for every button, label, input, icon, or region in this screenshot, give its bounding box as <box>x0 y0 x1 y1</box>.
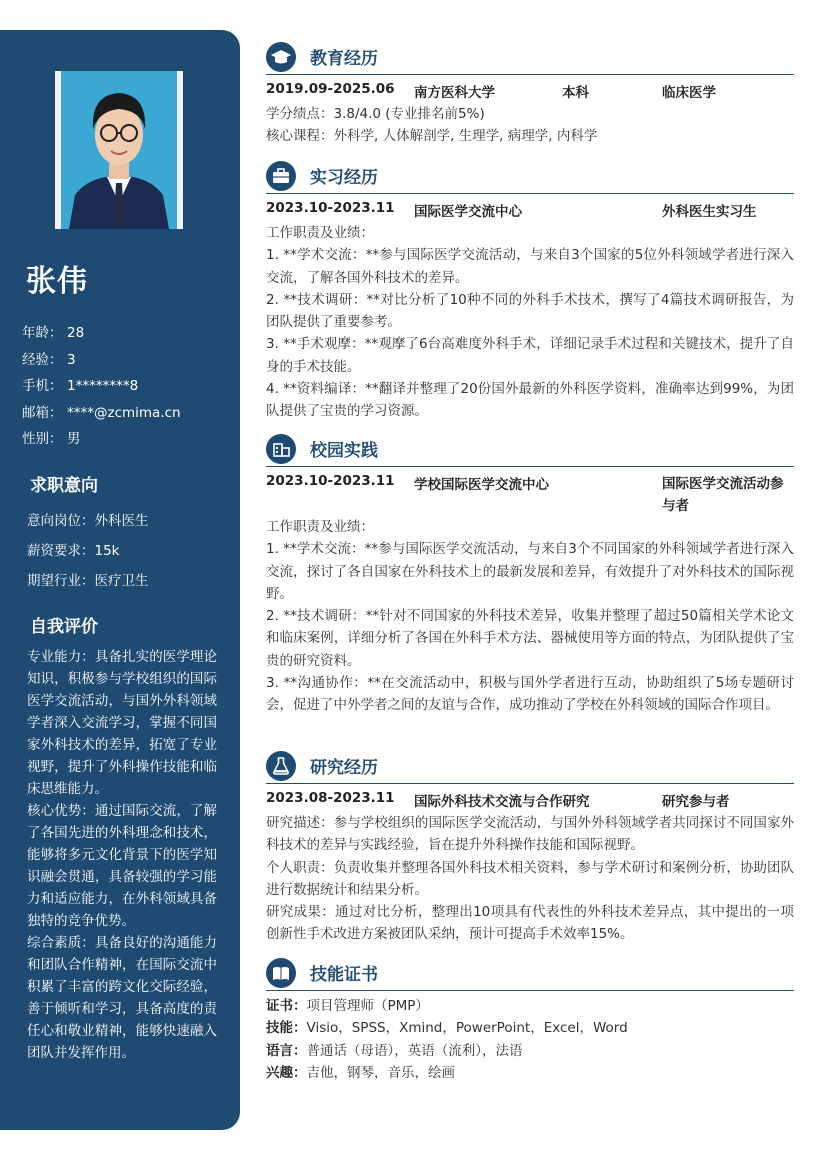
candidate-name: 张伟 <box>26 264 88 299</box>
courses-line: 核心课程：外科学, 人体解剖学, 生理学, 病理学, 内科学 <box>266 128 598 145</box>
skills-title: 技能证书 <box>310 965 378 985</box>
campus-title: 校园实践 <box>310 441 378 461</box>
self-eval-paragraph: 专业能力：具备扎实的医学理论知识，积极参与学校组织的国际医学交流活动，与国外外科领域学者深入交流学习，掌握不同国家外科技术的差异，拓宽了专业视野，提升了外科操作技能和临床思维能力。 <box>27 649 217 797</box>
briefcase-icon <box>266 161 296 191</box>
research-results: 研究成果：通过对比分析，整理出10项具有代表性的外科技术差异点，其中提出的一项创新性手术改进方案被团队采纳，预计可提高手术效率15%。 <box>266 904 794 943</box>
info-gender: 性别： 男 <box>22 431 81 447</box>
job-intent <box>27 506 149 596</box>
education-section-header <box>266 42 794 75</box>
book-icon <box>266 958 296 988</box>
info-age: 年龄： 28 <box>22 325 85 341</box>
intent-position: 意向岗位：外科医生 <box>27 513 149 529</box>
info-phone: 手机： 1********8 <box>22 378 139 394</box>
skills-details <box>266 995 794 1084</box>
campus-role: 国际医学交流活动参与者 <box>662 476 784 514</box>
intent-industry: 期望行业：医疗卫生 <box>27 573 149 589</box>
internship-period: 2023.10-2023.11 <box>266 200 395 216</box>
internship-details <box>266 222 794 423</box>
duties-heading: 工作职责及业绩： <box>266 225 374 241</box>
duty-item: 1. **学术交流：**参与国际医学交流活动，与来自3个国家的5位外科领域学者进行深入交流，了解各国外科技术的差异。 <box>266 247 794 286</box>
research-section-header <box>266 751 794 784</box>
research-period: 2023.08-2023.11 <box>266 790 395 806</box>
profile-photo <box>55 71 183 229</box>
campus-period: 2023.10-2023.11 <box>266 473 395 489</box>
duty-item: 3. **手术观摩：**观摩了6台高难度外科手术，详细记录手术过程和关键技术，提升了自身的手术技能。 <box>266 336 794 375</box>
self-evaluation <box>27 646 217 1064</box>
info-experience: 经验： 3 <box>22 351 76 368</box>
certificate-row: 证书：项目管理师（PMP） <box>266 998 429 1014</box>
skills-row: 技能：Visio，SPSS，Xmind，PowerPoint，Excel，Word <box>266 1020 628 1037</box>
campus-org: 学校国际医学交流中心 <box>414 477 549 493</box>
language-row: 语言：普通话（母语），英语（流利），法语 <box>266 1042 523 1059</box>
research-description: 研究描述：参与学校组织的国际医学交流活动，与国外外科领域学者共同探讨不同国家外科技术的差异与实践经验，旨在提升外科操作技能和国际视野。 <box>266 815 794 854</box>
duty-item: 2. **技术调研：**对比分析了10种不同的外科手术技术，撰写了4篇技术调研报告，为团队提供了重要参考。 <box>266 291 794 331</box>
interests-row: 兴趣：吉他，钢琴，音乐，绘画 <box>266 1064 455 1081</box>
self-eval-paragraph: 综合素质：具备良好的沟通能力和团队合作精神，在国际交流中积累了丰富的跨文化交际经验，善于倾听和学习，具备高度的责任心和敬业精神，能够快速融入团队并发挥作用。 <box>27 935 217 1061</box>
research-duties: 个人职责：负责收集并整理各国外科技术相关资料，参与学术研讨和案例分析，协助团队进行数据统计和结果分析。 <box>266 859 794 898</box>
internship-role: 外科医生实习生 <box>662 204 757 220</box>
duty-item: 3. **沟通协作：**在交流活动中，积极与国外学者进行互动，协助组织了5场专题研讨会，促进了中外学者之间的友谊与合作，成功推动了学校在外科领域的国际合作项目。 <box>266 675 794 714</box>
education-major: 临床医学 <box>662 85 716 101</box>
research-topic: 国际外科技术交流与合作研究 <box>414 794 590 810</box>
internship-section-header <box>266 161 794 194</box>
duty-item: 4. **资料编译：**翻译并整理了20份国外最新的外科医学资料，准确率达到99%，为团队提供了宝贵的学习资源。 <box>266 381 794 420</box>
self-eval-heading: 自我评价 <box>30 617 98 637</box>
research-role: 研究参与者 <box>662 794 730 810</box>
education-degree: 本科 <box>562 85 589 101</box>
education-period: 2019.09-2025.06 <box>266 81 395 97</box>
research-details <box>266 812 794 946</box>
info-email: 邮箱： ****@zcmima.cn <box>22 404 181 421</box>
intent-heading: 求职意向 <box>30 476 98 496</box>
gpa-line: 学分绩点：3.8/4.0 (专业排名前5%) <box>266 106 485 122</box>
education-school: 南方医科大学 <box>414 85 495 101</box>
duties-heading: 工作职责及业绩： <box>266 519 374 535</box>
graduation-cap-icon <box>266 42 296 72</box>
flask-icon <box>266 751 296 781</box>
building-icon <box>266 434 296 464</box>
education-title: 教育经历 <box>310 49 378 69</box>
personal-info <box>22 320 181 453</box>
research-title: 研究经历 <box>310 758 378 778</box>
duty-item: 1. **学术交流：**参与国际医学交流活动，与来自3个不同国家的外科领域学者进行深入交流，探讨了各自国家在外科技术上的最新发展和差异，有效提升了对外科技术的国际视野。 <box>266 541 794 602</box>
campus-section-header <box>266 434 794 467</box>
internship-org: 国际医学交流中心 <box>414 204 522 220</box>
self-eval-paragraph: 核心优势：通过国际交流，了解了各国先进的外科理念和技术，能够将多元文化背景下的医学知识融会贯通，具备较强的学习能力和适应能力，在外科领域具备独特的竞争优势。 <box>27 803 217 929</box>
duty-item: 2. **技术调研：**针对不同国家的外科技术差异，收集并整理了超过50篇相关学术论文和临床案例，详细分析了各国在外科手术方法、器械使用等方面的特点，为团队提供了宝贵的研究资料。 <box>266 608 794 669</box>
education-details <box>266 103 794 148</box>
internship-title: 实习经历 <box>310 168 378 188</box>
sidebar <box>0 30 240 1130</box>
intent-salary: 薪资要求：15k <box>27 543 120 559</box>
campus-details <box>266 516 794 717</box>
skills-section-header <box>266 958 794 991</box>
